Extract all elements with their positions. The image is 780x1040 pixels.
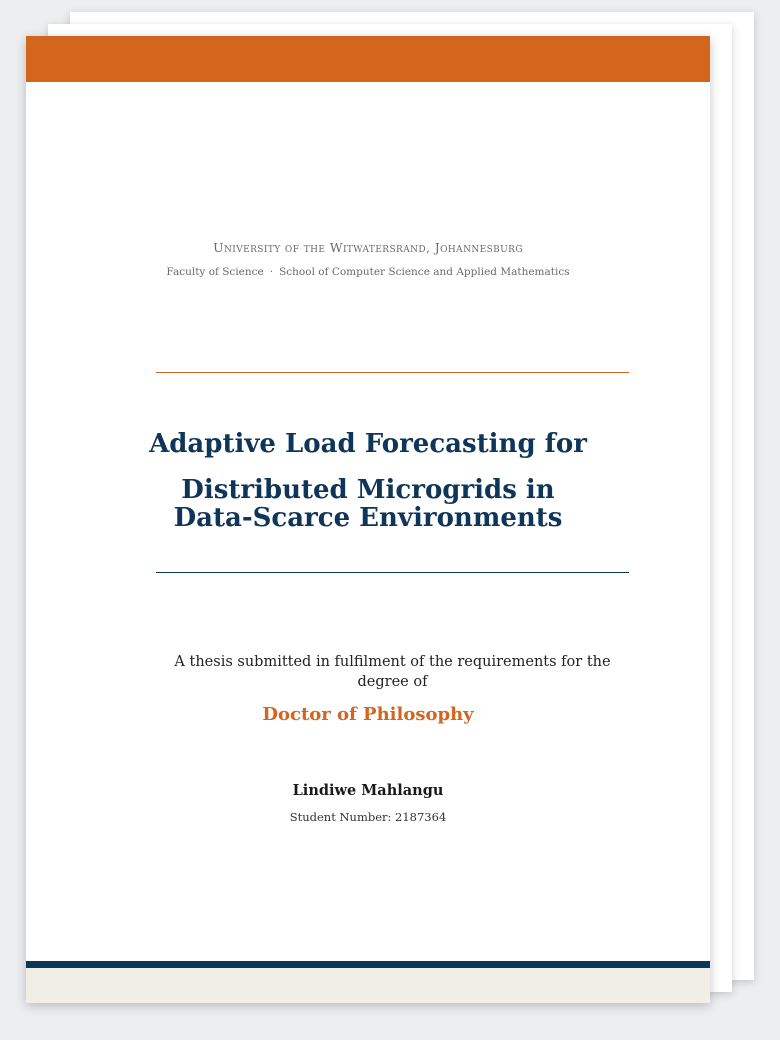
top-accent-band (26, 36, 710, 82)
title-line-2: Distributed Microgrids in (181, 475, 555, 505)
student-number: Student Number: 2187364 (289, 810, 447, 824)
faculty-name: Faculty of Science (166, 266, 264, 278)
title-line-1: Adaptive Load Forecasting for (149, 429, 587, 459)
title-line-3: Data-Scarce Environments (173, 503, 563, 533)
title-bottom-rule (156, 572, 629, 573)
title-top-rule (156, 372, 629, 373)
author-name: Lindiwe Mahlangu (292, 782, 444, 799)
university-name: University of the Witwatersrand, Johannesburg (213, 240, 523, 255)
school-name: School of Computer Science and Applied Mathematics (279, 266, 570, 278)
footer-band (26, 968, 710, 1003)
degree-name: Doctor of Philosophy (262, 704, 474, 725)
separator-dot: · (269, 266, 274, 278)
title-page (26, 36, 710, 1003)
submission-statement: A thesis submitted in fulfilment of the requirements for the degree of (174, 654, 611, 690)
faculty-school-line (26, 266, 710, 278)
footer-rule (26, 961, 710, 968)
thesis-title (26, 430, 710, 532)
